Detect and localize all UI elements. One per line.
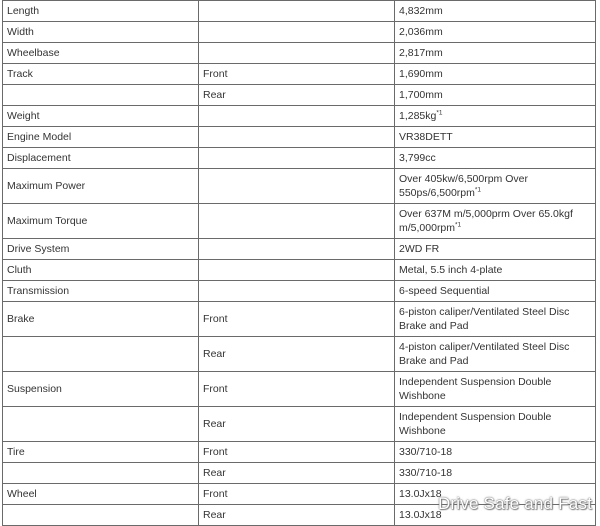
spec-value-text: Independent Suspension Double Wishbone xyxy=(399,411,552,437)
spec-value-text: Independent Suspension Double Wishbone xyxy=(399,376,552,402)
spec-label: Length xyxy=(3,1,199,22)
spec-label: Displacement xyxy=(3,148,199,169)
spec-value xyxy=(395,442,596,463)
spec-value-text: 2,036mm xyxy=(399,26,443,38)
spec-row xyxy=(3,43,596,64)
spec-sub-label: Rear xyxy=(199,505,395,526)
spec-label xyxy=(3,463,199,484)
spec-row xyxy=(3,169,596,204)
spec-sub-label xyxy=(199,169,395,204)
spec-sub-label xyxy=(199,43,395,64)
watermark: Drive Safe and Fast xyxy=(437,494,592,513)
spec-value-text: 4,832mm xyxy=(399,5,443,17)
spec-value xyxy=(395,372,596,407)
spec-value-text: 13.0Jx18 xyxy=(399,509,442,521)
spec-value-text: VR38DETT xyxy=(399,131,453,143)
footnote-marker: *1 xyxy=(436,109,443,117)
spec-row xyxy=(3,22,596,43)
spec-value xyxy=(395,260,596,281)
spec-sub-label xyxy=(199,239,395,260)
spec-value xyxy=(395,302,596,337)
spec-row xyxy=(3,302,596,337)
spec-value-text: 6-piston caliper/Ventilated Steel Disc Brake and Pad xyxy=(399,306,570,332)
spec-value-text: 1,285kg xyxy=(399,110,437,122)
spec-row xyxy=(3,64,596,85)
spec-value xyxy=(395,204,596,239)
spec-value-text: 330/710-18 xyxy=(399,467,453,479)
spec-sub-label: Rear xyxy=(199,463,395,484)
spec-sub-label: Rear xyxy=(199,337,395,372)
spec-label xyxy=(3,505,199,526)
spec-label xyxy=(3,407,199,442)
spec-sub-label xyxy=(199,281,395,302)
spec-sub-label xyxy=(199,22,395,43)
spec-sub-label xyxy=(199,1,395,22)
spec-value-text: 4-piston caliper/Ventilated Steel Disc Brake and Pad xyxy=(399,341,570,367)
spec-row xyxy=(3,442,596,463)
spec-value xyxy=(395,1,596,22)
spec-row xyxy=(3,407,596,442)
spec-sub-label xyxy=(199,106,395,127)
spec-label: Wheel xyxy=(3,484,199,505)
spec-sub-label: Rear xyxy=(199,407,395,442)
spec-value xyxy=(395,106,596,127)
spec-value xyxy=(395,127,596,148)
spec-value xyxy=(395,169,596,204)
spec-value xyxy=(395,64,596,85)
spec-sub-label: Front xyxy=(199,64,395,85)
spec-row xyxy=(3,127,596,148)
spec-value xyxy=(395,407,596,442)
spec-value-text: 1,700mm xyxy=(399,89,443,101)
spec-value-text: Metal, 5.5 inch 4-plate xyxy=(399,264,503,276)
spec-sub-label xyxy=(199,260,395,281)
spec-label: Suspension xyxy=(3,372,199,407)
spec-label: Engine Model xyxy=(3,127,199,148)
spec-label: Maximum Power xyxy=(3,169,199,204)
spec-sub-label: Front xyxy=(199,484,395,505)
spec-row xyxy=(3,337,596,372)
spec-row xyxy=(3,85,596,106)
spec-row xyxy=(3,148,596,169)
spec-value-text: 2WD FR xyxy=(399,243,440,255)
spec-sub-label: Front xyxy=(199,372,395,407)
spec-value-text: 1,690mm xyxy=(399,68,443,80)
spec-value-text: 6-speed Sequential xyxy=(399,285,490,297)
spec-value xyxy=(395,281,596,302)
spec-table xyxy=(2,0,596,526)
spec-label: Wheelbase xyxy=(3,43,199,64)
spec-value xyxy=(395,22,596,43)
spec-row xyxy=(3,204,596,239)
spec-label: Tire xyxy=(3,442,199,463)
spec-row xyxy=(3,372,596,407)
spec-value xyxy=(395,239,596,260)
spec-value-text: 13.0Jx18 xyxy=(399,488,442,500)
spec-row xyxy=(3,281,596,302)
footnote-marker: *1 xyxy=(455,221,462,229)
spec-value xyxy=(395,148,596,169)
spec-label: Width xyxy=(3,22,199,43)
footnote-marker: *1 xyxy=(474,186,482,194)
spec-value xyxy=(395,43,596,64)
spec-value-text: Over 405kw/6,500rpm Over 550ps/6,500rpm xyxy=(399,173,528,199)
spec-label: Drive System xyxy=(3,239,199,260)
spec-value-text: 2,817mm xyxy=(399,47,443,59)
spec-sub-label: Front xyxy=(199,302,395,337)
spec-label: Weight xyxy=(3,106,199,127)
spec-value-text: 330/710-18 xyxy=(399,446,453,458)
spec-label: Transmission xyxy=(3,281,199,302)
spec-label: Maximum Torque xyxy=(3,204,199,239)
spec-row xyxy=(3,260,596,281)
spec-label xyxy=(3,85,199,106)
spec-row xyxy=(3,239,596,260)
spec-value xyxy=(395,85,596,106)
spec-label: Track xyxy=(3,64,199,85)
spec-row xyxy=(3,1,596,22)
spec-label: Brake xyxy=(3,302,199,337)
spec-value xyxy=(395,337,596,372)
spec-table-body xyxy=(3,1,596,526)
spec-label xyxy=(3,337,199,372)
spec-sub-label xyxy=(199,148,395,169)
spec-row xyxy=(3,106,596,127)
spec-value-text: 3,799cc xyxy=(399,152,436,164)
spec-sub-label: Front xyxy=(199,442,395,463)
spec-sub-label xyxy=(199,127,395,148)
spec-sub-label: Rear xyxy=(199,85,395,106)
spec-label: Cluth xyxy=(3,260,199,281)
spec-row xyxy=(3,463,596,484)
spec-value xyxy=(395,463,596,484)
spec-value-text: Over 637M m/5,000prm Over 65.0kgf m/5,000rpm xyxy=(399,208,573,234)
spec-sub-label xyxy=(199,204,395,239)
